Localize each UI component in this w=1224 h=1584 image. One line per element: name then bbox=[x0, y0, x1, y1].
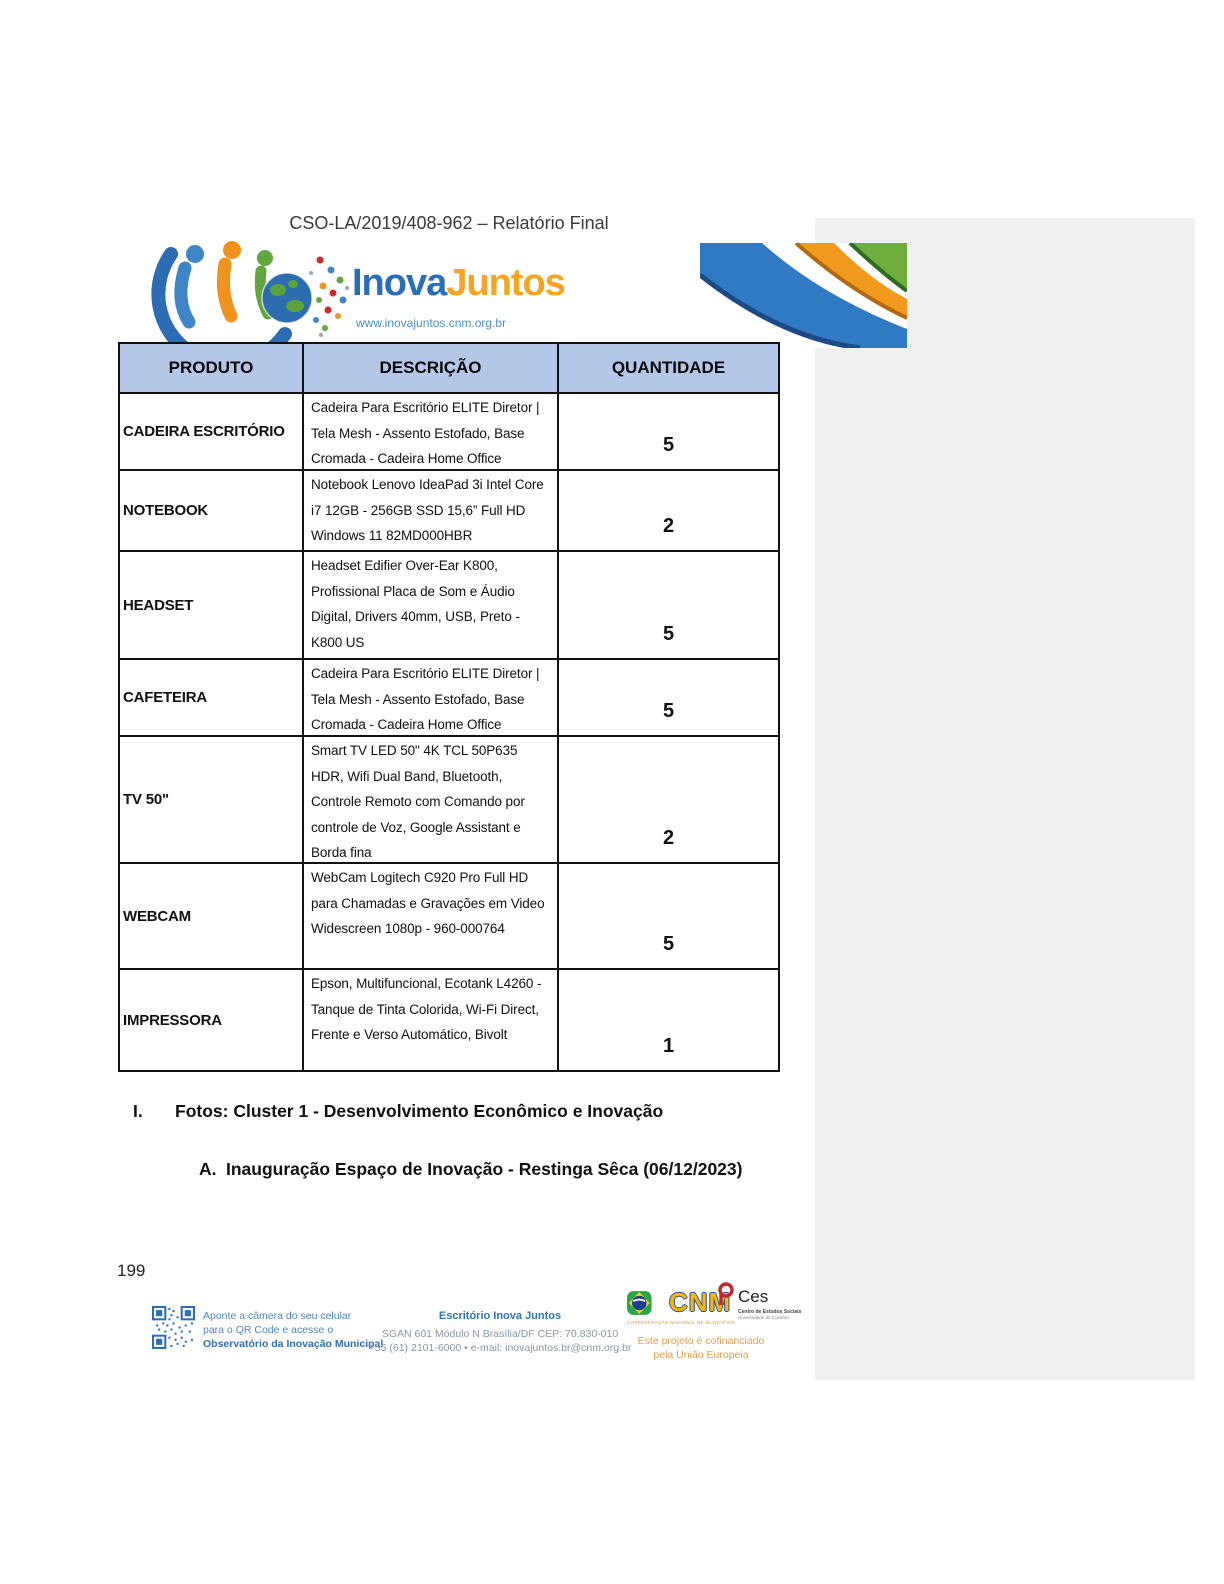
cell-quantidade: 5 bbox=[557, 394, 778, 469]
corner-swoosh-graphic bbox=[700, 243, 907, 348]
table-row bbox=[120, 735, 778, 862]
logo-globe-land bbox=[288, 280, 298, 288]
subsection-letter: A. bbox=[199, 1159, 217, 1179]
cell-produto: IMPRESSORA bbox=[123, 1011, 222, 1029]
cell-produto: TV 50" bbox=[123, 791, 169, 808]
eu-cofinancing-note bbox=[630, 1334, 772, 1362]
brand-inova: Inova bbox=[352, 262, 447, 304]
inovajuntos-logo-art bbox=[135, 238, 350, 353]
cell-quantidade: 5 bbox=[557, 864, 778, 968]
cnm-subtitle: CONFEDERAÇÃO NACIONAL DE MUNICÍPIOS bbox=[627, 1320, 736, 1325]
cell-quantidade: 2 bbox=[557, 737, 778, 862]
inventory-table bbox=[118, 342, 780, 1072]
qr-code bbox=[152, 1306, 195, 1349]
eu-note-line2: pela União Europeia bbox=[653, 1349, 749, 1361]
subsection-title: Inauguração Espaço de Inovação - Restinga Sêca (06/12/2023) bbox=[226, 1159, 743, 1179]
cell-descricao: WebCam Logitech C920 Pro Full HD para Chamadas e Gravações em Video Widescreen 1080p - 960-000764 bbox=[302, 864, 557, 968]
cell-descricao: Smart TV LED 50" 4K TCL 50P635 HDR, Wifi Dual Band, Bluetooth, Controle Remoto com Comando por controle de Voz, Google Assistant e Borda fina bbox=[302, 737, 557, 862]
ces-logo-row bbox=[716, 1281, 826, 1307]
ces-icon bbox=[716, 1281, 736, 1307]
page-number: 199 bbox=[117, 1261, 146, 1280]
qr-caption-line1: Aponte a câmera do seu celular bbox=[203, 1310, 352, 1322]
office-address: SGAN 601 Módulo N Brasília/DF CEP: 70.830-010 bbox=[381, 1328, 619, 1340]
cell-quantidade: 5 bbox=[557, 660, 778, 735]
cell-quantidade: 2 bbox=[557, 471, 778, 550]
table-row bbox=[120, 550, 778, 658]
table-row bbox=[120, 392, 778, 469]
cell-produto: CADEIRA ESCRITÓRIO bbox=[123, 423, 285, 440]
column-header-descricao: DESCRIÇÃO bbox=[302, 344, 557, 392]
cell-produto: HEADSET bbox=[123, 596, 194, 614]
cell-quantidade: 1 bbox=[557, 970, 778, 1070]
qr-caption-line2: para o QR Code e acesse o bbox=[203, 1324, 334, 1336]
side-background-panel bbox=[815, 218, 1195, 1380]
logo-globe-land bbox=[270, 284, 286, 296]
table-header-row bbox=[120, 344, 778, 392]
subsection-heading-inauguracao bbox=[199, 1159, 742, 1180]
office-contact-block bbox=[360, 1310, 640, 1355]
ces-logo bbox=[716, 1281, 826, 1320]
ces-subtitle-2: Universidade de Coimbra bbox=[738, 1315, 789, 1320]
section-title: Fotos: Cluster 1 - Desenvolvimento Econômico e Inovação bbox=[175, 1101, 664, 1121]
table-row bbox=[120, 968, 778, 1070]
logo-person-blue-body bbox=[181, 268, 189, 322]
cnm-flag-icon bbox=[627, 1288, 667, 1318]
brand-website-url: www.inovajuntos.cnm.org.br bbox=[356, 316, 507, 330]
section-numeral: I. bbox=[133, 1101, 143, 1121]
cell-descricao: Notebook Lenovo IdeaPad 3i Intel Core i7 12GB - 256GB SSD 15,6” Full HD Windows 11 82MD000HBR bbox=[302, 471, 557, 550]
cell-produto: WEBCAM bbox=[123, 907, 191, 925]
table-row bbox=[120, 862, 778, 968]
logo-person-green-head bbox=[257, 250, 273, 266]
logo-person-orange-body bbox=[223, 264, 231, 316]
column-header-produto: PRODUTO bbox=[168, 358, 254, 377]
cell-descricao: Cadeira Para Escritório ELITE Diretor | Tela Mesh - Assento Estofado, Base Cromada - Cadeira Home Office bbox=[302, 394, 557, 469]
running-header-clipped bbox=[118, 216, 780, 232]
cell-quantidade: 5 bbox=[557, 552, 778, 658]
cell-descricao: Epson, Multifuncional, Ecotank L4260 - Tanque de Tinta Colorida, Wi-Fi Direct, Frente e Verso Automático, Bivolt bbox=[302, 970, 557, 1070]
brand-wordmark bbox=[352, 262, 565, 305]
table-row bbox=[120, 469, 778, 550]
ces-wordmark: Ces bbox=[738, 1287, 769, 1306]
ces-subtitle-1: Centro de Estudos Sociais bbox=[738, 1309, 802, 1315]
eu-note-line1: Este projeto é cofinanciado bbox=[637, 1335, 765, 1347]
cell-produto: CAFETEIRA bbox=[123, 689, 208, 706]
cell-descricao: Cadeira Para Escritório ELITE Diretor | Tela Mesh - Assento Estofado, Base Cromada - Cadeira Home Office bbox=[302, 660, 557, 735]
logo-dots bbox=[309, 257, 349, 338]
logo-globe-land bbox=[286, 300, 304, 312]
running-header-text: CSO-LA/2019/408-962 – Relatório Final bbox=[289, 216, 609, 232]
column-header-quantidade: QUANTIDADE bbox=[557, 344, 778, 392]
table-row bbox=[120, 658, 778, 735]
cell-produto: NOTEBOOK bbox=[123, 502, 209, 519]
office-title: Escritório Inova Juntos bbox=[438, 1310, 562, 1322]
qr-caption bbox=[203, 1309, 383, 1351]
logo-person-blue-head bbox=[186, 245, 204, 263]
logo-person-orange-head bbox=[223, 241, 241, 259]
brand-juntos: Juntos bbox=[446, 262, 565, 304]
cnm-wordmark: CNM bbox=[669, 1287, 732, 1317]
section-heading-fotos bbox=[133, 1101, 663, 1122]
office-contact: +55 (61) 2101-6000 • e-mail: inovajuntos.br@cnm.org.br bbox=[368, 1342, 632, 1354]
cell-descricao: Headset Edifier Over-Ear K800, Profissional Placa de Som e Áudio Digital, Drivers 40mm, USB, Preto - K800 US bbox=[302, 552, 557, 658]
qr-caption-line3: Observatório da Inovação Municipal bbox=[203, 1338, 384, 1350]
